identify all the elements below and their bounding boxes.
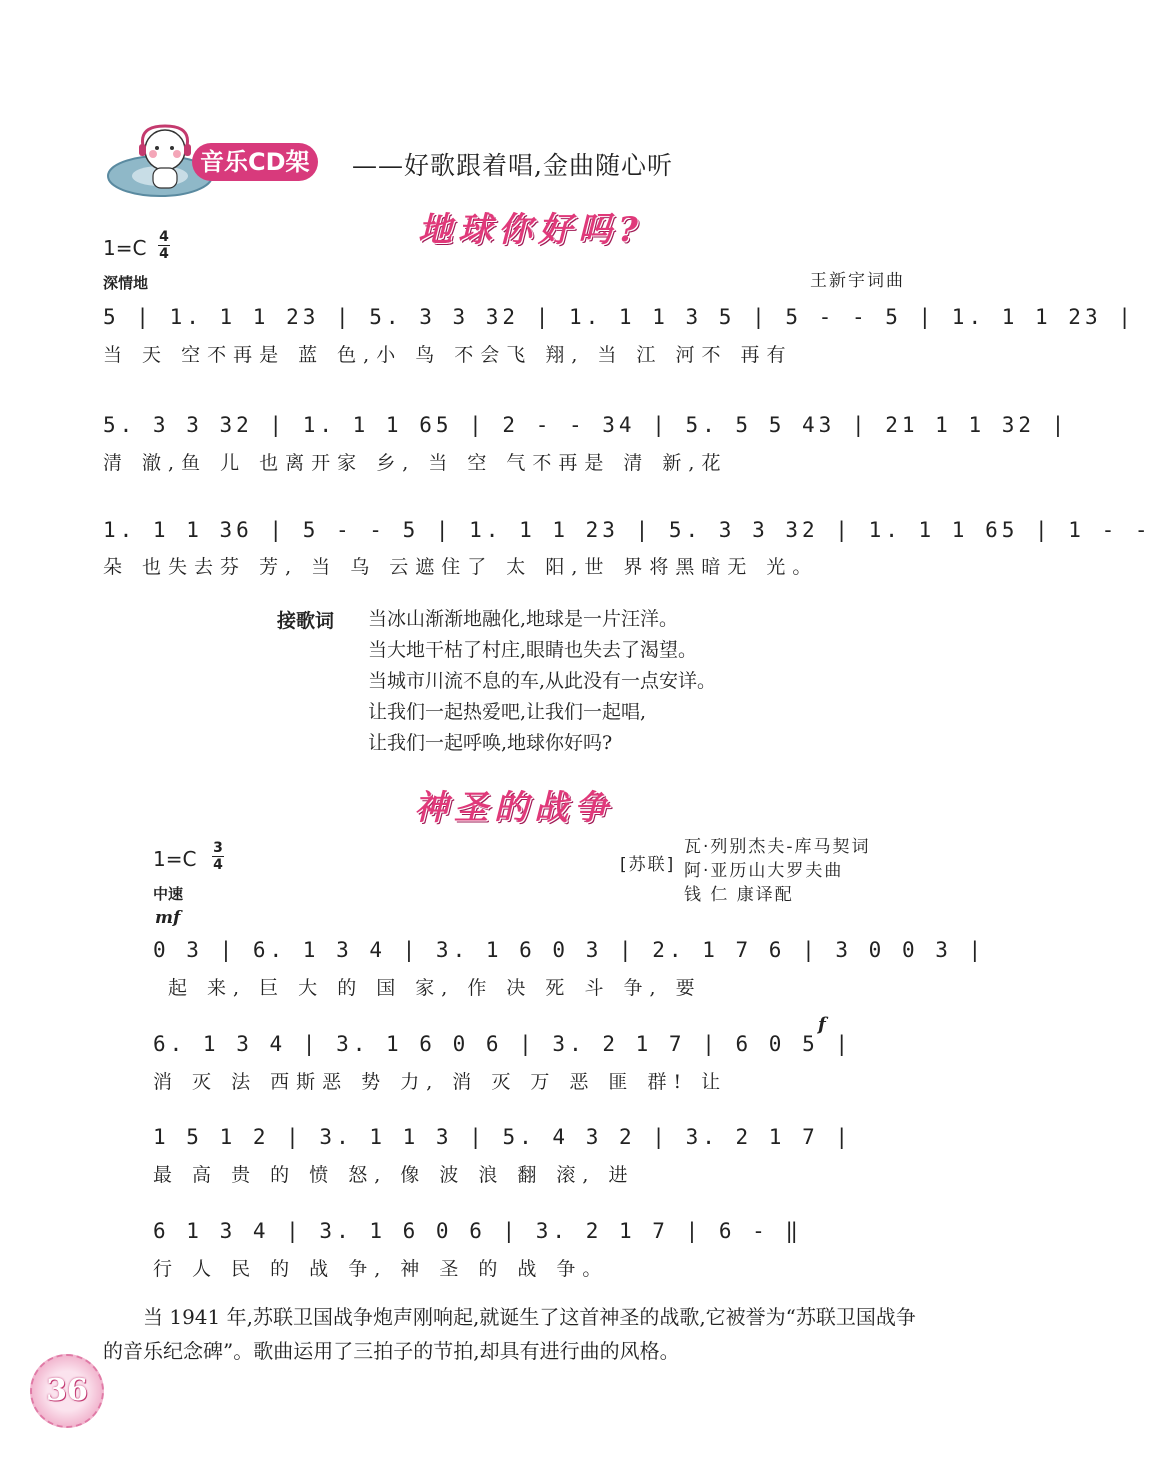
song2-lyrics-line-2: 消 灭 法 西斯恶 势 力, 消 灭 万 恶 匪 群! 让: [153, 1071, 728, 1093]
song1-tempo: 深情地: [103, 274, 149, 292]
song2-notes-line-4: 6 1 3 4 | 3. 1 6 0 6 | 3. 2 1 7 | 6 - ‖: [153, 1219, 803, 1243]
song1-lyrics-line-2: 清 澈,鱼 儿 也离开家 乡, 当 空 气不再是 清 新,花: [103, 452, 728, 474]
song1-credit: 王新宇词曲: [810, 271, 905, 291]
extra-verse: 让我们一起热爱吧,让我们一起唱,: [368, 701, 647, 723]
song1-key: 1=C: [103, 236, 147, 260]
song2-title: 神圣的战争: [414, 788, 614, 828]
extra-verse: 当大地干枯了村庄,眼睛也失去了渴望。: [368, 639, 698, 661]
song-description: 当 1941 年,苏联卫国战争炮声刚响起,就诞生了这首神圣的战歌,它被誉为“苏联卫国战争的音乐纪念碑”。歌曲运用了三拍子的节拍,却具有进行曲的风格。: [103, 1305, 916, 1363]
song1-lyrics-line-3: 朵 也失去芬 芳, 当 乌 云遮住了 太 阳,世 界将黑暗无 光。: [103, 556, 819, 578]
song2-notes-line-3: 1 5 1 2 | 3. 1 1 3 | 5. 4 3 2 | 3. 2 1 7 |: [153, 1125, 853, 1149]
song1-notes-line-2: 5. 3 3 32 | 1. 1 1 65 | 2 - - 34 | 5. 5 5 43 | 21 1 1 32 |: [103, 413, 1069, 437]
page-number-badge: [30, 1354, 104, 1428]
song2-lyrics-line-4: 行 人 民 的 战 争, 神 圣 的 战 争。: [153, 1258, 609, 1280]
song2-notes-line-2: 6. 1 3 4 | 3. 1 6 0 6 | 3. 2 1 7 | 6 0 5 |: [153, 1032, 853, 1056]
header-subtitle: ——好歌跟着唱,金曲随心听: [352, 151, 673, 180]
extra-lyrics-label: 接歌词: [277, 610, 335, 632]
song2-lyrics-line-3: 最 高 贵 的 愤 怒, 像 波 浪 翻 滚, 进: [153, 1164, 635, 1186]
extra-verse: 当城市川流不息的车,从此没有一点安详。: [368, 670, 717, 692]
page-number: 36: [46, 1373, 88, 1408]
song2-country: [苏联]: [620, 855, 676, 875]
song2-lyrics-line-1: 起 来, 巨 大 的 国 家, 作 决 死 斗 争, 要: [168, 977, 702, 999]
song2-credit-line: 钱 仁 康译配: [684, 885, 794, 905]
song2-meter: 3 4: [213, 840, 223, 873]
song2-credits: [684, 835, 871, 907]
song1-lyrics-line-1: 当 天 空不再是 蓝 色,小 鸟 不会飞 翔, 当 江 河不 再有: [103, 344, 793, 366]
song2-credit-line: 瓦·列别杰夫-库马契词: [684, 837, 871, 857]
song1-notes-line-1: 5 | 1. 1 1 23 | 5. 3 3 32 | 1. 1 1 3 5 | 5 - - 5 | 1. 1 1 23 |: [103, 305, 1135, 329]
header-badge-label: 音乐CD架: [200, 148, 310, 176]
extra-verse: 让我们一起呼唤,地球你好吗?: [368, 732, 613, 754]
song2-credit-line: 阿·亚历山大罗夫曲: [684, 861, 844, 881]
song1-meter: 4 4: [159, 229, 169, 262]
song2-notes-line-1: 0 3 | 6. 1 3 4 | 3. 1 6 0 3 | 2. 1 7 6 | 3 0 0 3 |: [153, 938, 986, 962]
song2-forte: f: [818, 1014, 826, 1035]
header-badge: [192, 143, 318, 181]
extra-verse: 当冰山渐渐地融化,地球是一片汪洋。: [368, 608, 679, 630]
song1-notes-line-3: 1. 1 1 36 | 5 - - 5 | 1. 1 1 23 | 5. 3 3 32 | 1. 1 1 65 | 1 - -: [103, 518, 1152, 542]
song1-title: 地球你好吗?: [418, 210, 644, 250]
extra-lyrics: [368, 604, 716, 759]
song2-dynamic: mf: [155, 908, 181, 928]
song2-tempo: 中速: [153, 885, 184, 903]
song2-key: 1=C: [153, 847, 197, 871]
